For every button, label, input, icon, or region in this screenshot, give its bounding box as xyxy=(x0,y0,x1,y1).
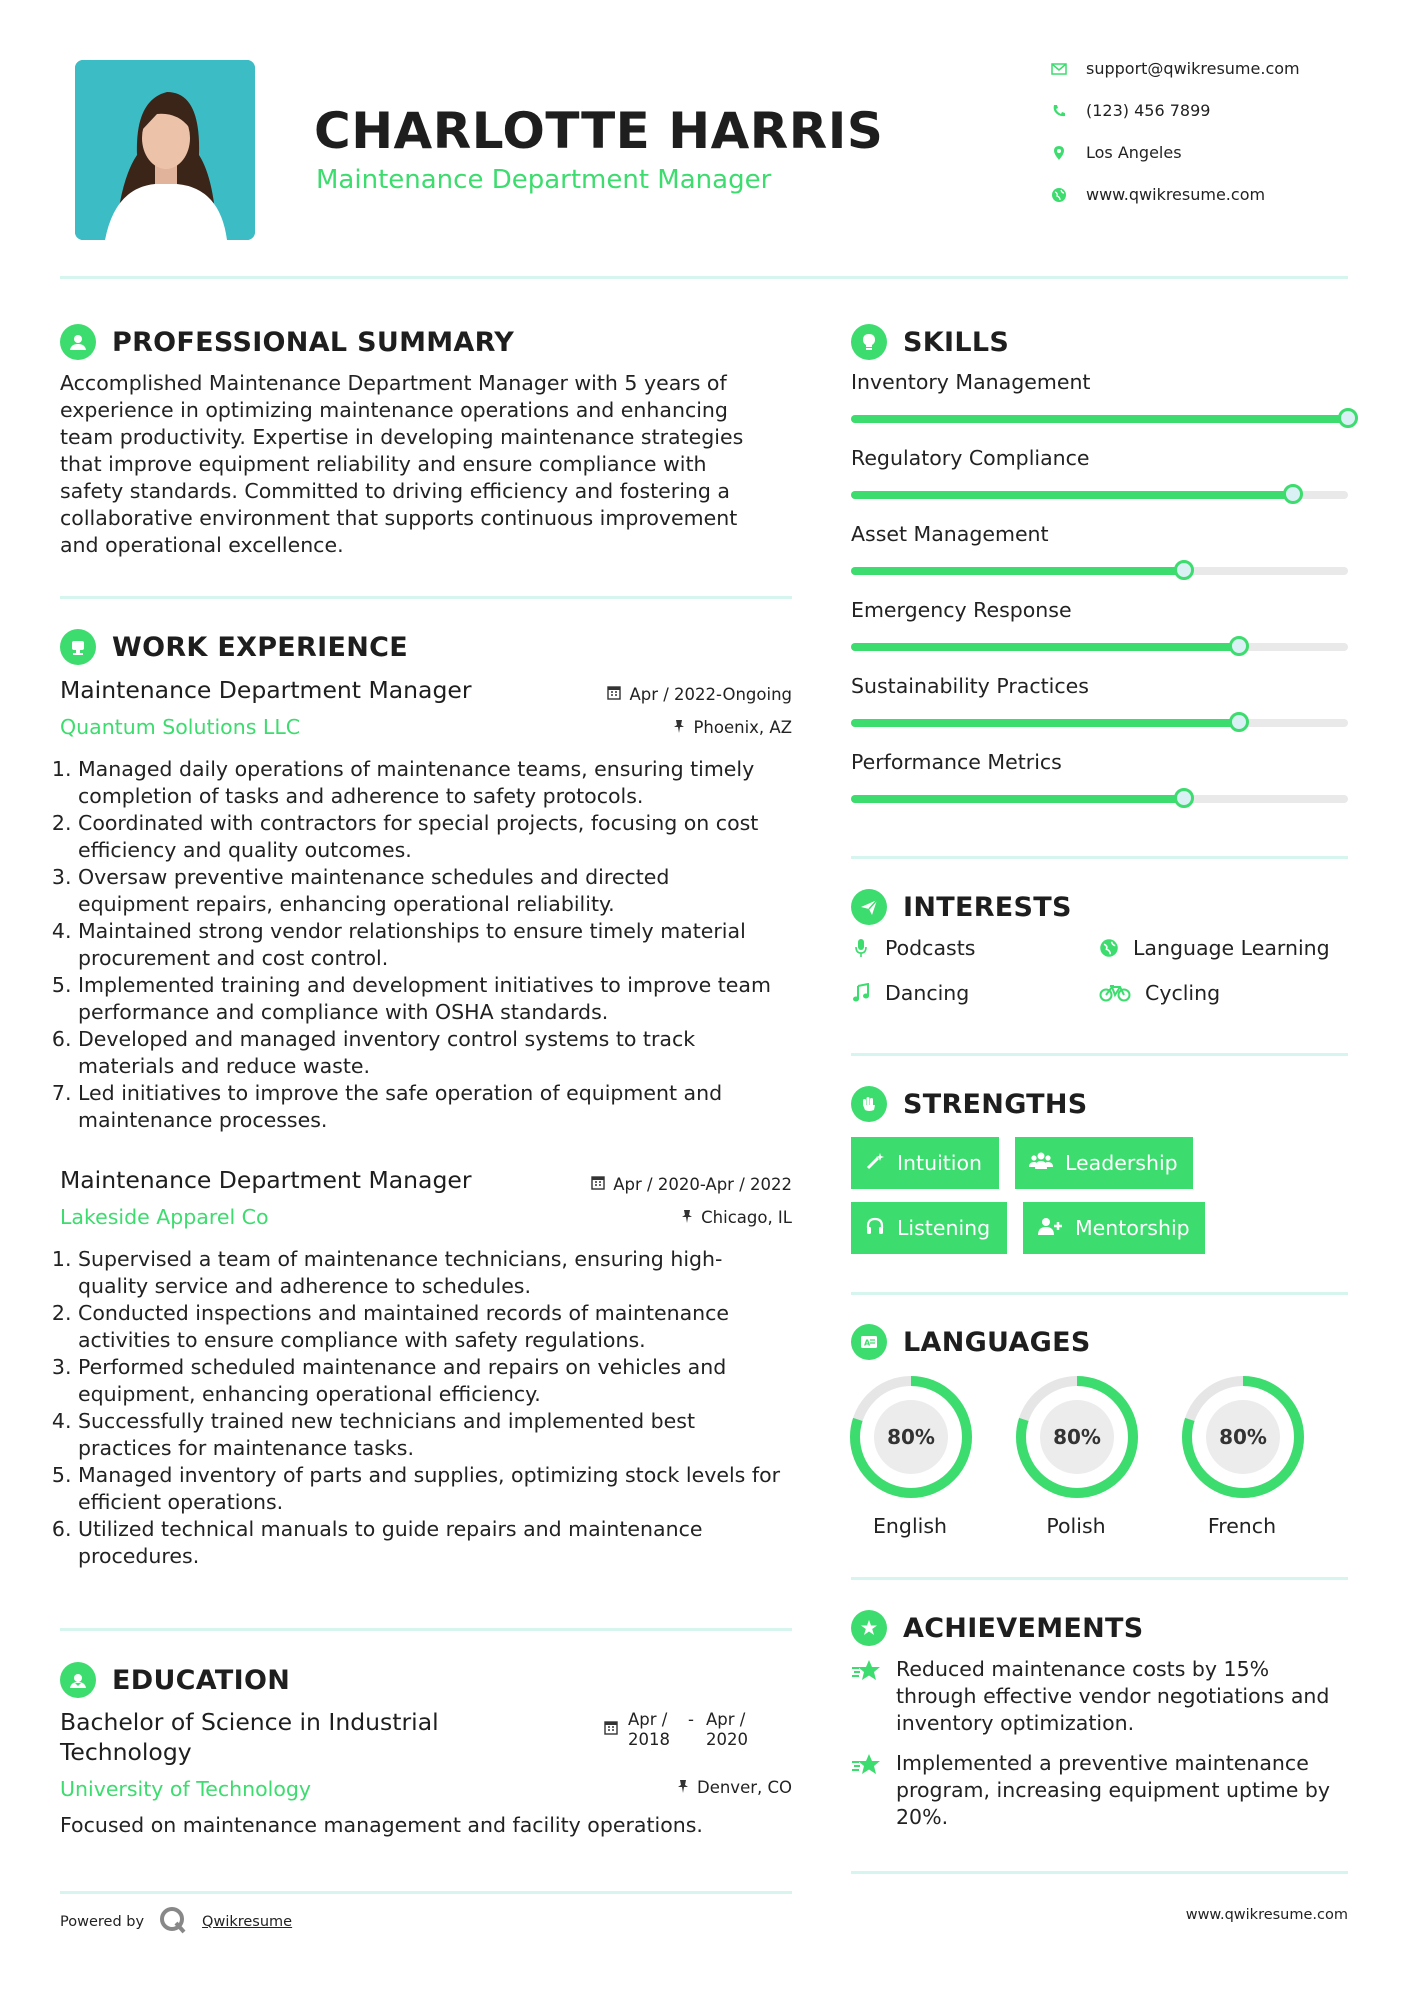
achievements-divider xyxy=(851,1871,1348,1874)
language-label: English xyxy=(872,1514,948,1538)
avatar xyxy=(75,60,255,240)
contact-email[interactable] xyxy=(1050,59,1300,78)
education-date: Apr / 2018 - Apr / 2020 xyxy=(604,1710,748,1750)
bicycle-icon xyxy=(1099,984,1131,1002)
skills-heading xyxy=(851,324,1009,360)
list-item: 2. Conducted inspections and maintained records of maintenance activities to ensure compliance with safety regulations. xyxy=(78,1300,800,1354)
briefcase-icon xyxy=(60,629,96,665)
candidate-title: Maintenance Department Manager xyxy=(316,165,772,195)
interest-label: Cycling xyxy=(1145,981,1221,1005)
skills-divider xyxy=(851,856,1348,859)
strength-label: Intuition xyxy=(897,1151,983,1175)
language-percent: 80% xyxy=(887,1425,935,1449)
list-item: 3. Oversaw preventive maintenance schedules and directed equipment repairs, enhancing operational reliability. xyxy=(78,864,800,918)
date-start: Apr / 2018 xyxy=(628,1710,670,1749)
education-school: University of Technology xyxy=(60,1777,312,1801)
education-location-text: Denver, CO xyxy=(696,1778,792,1797)
svg-text:A: A xyxy=(864,1338,871,1348)
job-location-text: Phoenix, AZ xyxy=(693,718,792,737)
skill-label: Inventory Management xyxy=(851,370,1091,394)
language-ring xyxy=(1172,1366,1314,1508)
contact-phone[interactable] xyxy=(1050,101,1210,120)
language-item xyxy=(1172,1366,1314,1538)
achievement-text: Implemented a preventive maintenance program, increasing equipment uptime by 20%. xyxy=(896,1751,1330,1829)
skill-item xyxy=(851,446,1348,522)
experience-divider xyxy=(60,1628,792,1631)
skill-bar-knob xyxy=(1338,408,1358,428)
achievements-heading xyxy=(851,1610,1144,1646)
language-percent: 80% xyxy=(1219,1425,1267,1449)
strengths-divider xyxy=(851,1292,1348,1295)
language-icon xyxy=(851,1324,887,1360)
job-date xyxy=(540,1175,792,1194)
interest-label: Podcasts xyxy=(885,936,976,960)
summary-heading-text: PROFESSIONAL SUMMARY xyxy=(112,326,515,358)
headphones-icon xyxy=(865,1216,885,1241)
calendar-icon xyxy=(607,685,621,704)
summary-line: that improve equipment reliability and ensure compliance with xyxy=(60,452,707,476)
languages-heading xyxy=(851,1324,1091,1360)
star-icon xyxy=(851,1659,883,1687)
job-location-text: Chicago, IL xyxy=(701,1208,792,1227)
footer-powered xyxy=(60,1905,292,1939)
education-degree xyxy=(60,1707,439,1767)
language-percent: 80% xyxy=(1053,1425,1101,1449)
job-company: Quantum Solutions LLC xyxy=(60,715,301,739)
list-item: 6. Utilized technical manuals to guide repairs and maintenance procedures. xyxy=(78,1516,800,1570)
strength-label: Listening xyxy=(897,1216,991,1240)
job-title: Maintenance Department Manager xyxy=(60,676,472,704)
education-location xyxy=(560,1778,792,1797)
summary-text xyxy=(60,370,800,559)
list-item: 2. Coordinated with contractors for special projects, focusing on cost efficiency and quality outcomes. xyxy=(78,810,800,864)
contact-website[interactable] xyxy=(1050,185,1265,204)
contact-location xyxy=(1050,143,1182,162)
skill-bar-fill xyxy=(851,567,1184,575)
footer-brand-link[interactable]: Qwikresume xyxy=(202,1914,293,1930)
list-item: 5. Managed inventory of parts and supplies, optimizing stock levels for efficient operations. xyxy=(78,1462,800,1516)
interest-item xyxy=(1099,981,1220,1005)
strength-tag xyxy=(851,1202,1007,1254)
strength-label: Mentorship xyxy=(1075,1216,1190,1240)
skill-item xyxy=(851,522,1348,598)
powered-by-text: Powered by xyxy=(60,1914,145,1930)
strengths-heading-text: STRENGTHS xyxy=(903,1088,1088,1120)
calendar-icon xyxy=(604,1710,618,1750)
skill-label: Regulatory Compliance xyxy=(851,446,1090,470)
degree-line: Technology xyxy=(60,1738,192,1766)
interest-label: Dancing xyxy=(885,981,970,1005)
users-icon xyxy=(1029,1151,1053,1176)
language-item xyxy=(1006,1366,1148,1538)
language-item xyxy=(840,1366,982,1538)
summary-line: experience in optimizing maintenance operations and enhancing xyxy=(60,398,728,422)
fist-icon xyxy=(851,1086,887,1122)
strengths-heading xyxy=(851,1086,1088,1122)
interest-item xyxy=(1099,936,1330,960)
strength-tag xyxy=(851,1137,999,1189)
skill-item xyxy=(851,370,1348,446)
achievement-text: Reduced maintenance costs by 15% through effective vendor negotiations and inventory optimization. xyxy=(896,1657,1330,1735)
achievement-item xyxy=(851,1656,1351,1737)
pin-icon xyxy=(677,1778,689,1797)
candidate-name: CHARLOTTE HARRIS xyxy=(314,102,884,160)
list-item: 4. Maintained strong vendor relationships to ensure timely material procurement and cost control. xyxy=(78,918,800,972)
education-divider xyxy=(60,1891,792,1894)
skill-bar-fill xyxy=(851,491,1293,499)
list-item: 3. Performed scheduled maintenance and repairs on vehicles and equipment, enhancing operational efficiency. xyxy=(78,1354,800,1408)
summary-line: safety standards. Committed to driving efficiency and fostering a xyxy=(60,479,730,503)
skill-bar xyxy=(851,415,1348,423)
contact-website-text[interactable]: www.qwikresume.com xyxy=(1086,185,1266,204)
music-note-icon xyxy=(851,983,871,1003)
globe-icon xyxy=(1099,938,1119,958)
skill-item xyxy=(851,598,1348,674)
graduation-icon xyxy=(60,1662,96,1698)
skill-bar xyxy=(851,491,1348,499)
job-location xyxy=(560,1208,792,1227)
job-responsibilities xyxy=(60,756,800,1134)
list-item: 7. Led initiatives to improve the safe operation of equipment and maintenance processes. xyxy=(78,1080,800,1134)
envelope-icon xyxy=(1050,60,1068,78)
interest-item xyxy=(851,981,969,1005)
skill-bar xyxy=(851,643,1348,651)
language-ring xyxy=(1006,1366,1148,1508)
language-label: French xyxy=(1207,1514,1277,1538)
skills-list xyxy=(851,370,1348,826)
skill-bar-knob xyxy=(1229,712,1249,732)
strength-tag xyxy=(1015,1137,1193,1189)
interest-label: Language Learning xyxy=(1133,936,1330,960)
list-item: 5. Implemented training and development initiatives to improve team performance and compliance with OSHA standards. xyxy=(78,972,800,1026)
job-title: Maintenance Department Manager xyxy=(60,1166,472,1194)
skills-heading-text: SKILLS xyxy=(903,326,1010,358)
language-label: Polish xyxy=(1046,1514,1106,1538)
contact-location-text: Los Angeles xyxy=(1086,143,1182,162)
pin-icon xyxy=(673,718,685,737)
lightbulb-icon xyxy=(851,324,887,360)
education-heading-text: EDUCATION xyxy=(112,1664,291,1696)
trophy-icon xyxy=(851,1610,887,1646)
contact-phone-text[interactable]: (123) 456 7899 xyxy=(1086,101,1211,120)
summary-line: and operational excellence. xyxy=(60,533,344,557)
qwikresume-logo-icon xyxy=(158,1905,188,1939)
phone-icon xyxy=(1050,102,1068,120)
skill-bar-fill xyxy=(851,795,1184,803)
skill-bar xyxy=(851,795,1348,803)
job-company: Lakeside Apparel Co xyxy=(60,1205,269,1229)
summary-heading xyxy=(60,324,514,360)
skill-bar-fill xyxy=(851,719,1239,727)
education-heading xyxy=(60,1662,290,1698)
language-ring xyxy=(840,1366,982,1508)
footer-website[interactable]: www.qwikresume.com xyxy=(1185,1907,1348,1923)
map-pin-icon xyxy=(1050,144,1068,162)
strength-label: Leadership xyxy=(1065,1151,1178,1175)
skill-item xyxy=(851,750,1348,826)
skill-bar xyxy=(851,719,1348,727)
languages-heading-text: LANGUAGES xyxy=(903,1326,1091,1358)
degree-line: Bachelor of Science in Industrial xyxy=(60,1708,439,1736)
summary-line: Accomplished Maintenance Department Manager with 5 years of xyxy=(60,371,727,395)
date-end: Apr / 2020 xyxy=(706,1710,748,1749)
pin-icon xyxy=(681,1208,693,1227)
summary-line: collaborative environment that supports continuous improvement xyxy=(60,506,738,530)
education-description: Focused on maintenance management and facility operations. xyxy=(60,1813,703,1837)
header-divider xyxy=(60,276,1348,279)
skill-bar-knob xyxy=(1174,788,1194,808)
skill-bar-knob xyxy=(1174,560,1194,580)
achievement-item xyxy=(851,1750,1351,1831)
list-item: 4. Successfully trained new technicians and implemented best practices for maintenance tasks. xyxy=(78,1408,800,1462)
paper-plane-icon xyxy=(851,889,887,925)
experience-heading-text: WORK EXPERIENCE xyxy=(112,631,408,663)
microphone-icon xyxy=(851,938,871,958)
globe-icon xyxy=(1050,186,1068,204)
list-item: 1. Managed daily operations of maintenance teams, ensuring timely completion of tasks and adherence to safety protocols. xyxy=(78,756,800,810)
languages-area xyxy=(840,1366,1360,1536)
skill-label: Performance Metrics xyxy=(851,750,1062,774)
interests-heading xyxy=(851,889,1072,925)
achievements-heading-text: ACHIEVEMENTS xyxy=(903,1612,1144,1644)
job-location xyxy=(560,718,792,737)
skill-bar xyxy=(851,567,1348,575)
summary-line: team productivity. Expertise in developing maintenance strategies xyxy=(60,425,744,449)
interests-divider xyxy=(851,1053,1348,1056)
skill-item xyxy=(851,674,1348,750)
list-item: 6. Developed and managed inventory control systems to track materials and reduce waste. xyxy=(78,1026,800,1080)
calendar-icon xyxy=(591,1175,605,1194)
skill-bar-fill xyxy=(851,415,1348,423)
strength-tag xyxy=(1023,1202,1205,1254)
list-item: 1. Supervised a team of maintenance technicians, ensuring high- quality service and adherence to schedules. xyxy=(78,1246,800,1300)
job-date xyxy=(560,685,792,704)
magic-wand-icon xyxy=(865,1151,885,1176)
summary-divider xyxy=(60,596,792,599)
star-icon xyxy=(851,1753,883,1781)
job-responsibilities xyxy=(60,1246,800,1570)
skill-bar-knob xyxy=(1229,636,1249,656)
profile-photo xyxy=(75,60,255,240)
experience-heading xyxy=(60,629,408,665)
contact-email-text[interactable]: support@qwikresume.com xyxy=(1086,59,1300,78)
skill-label: Asset Management xyxy=(851,522,1049,546)
user-icon xyxy=(60,324,96,360)
skill-label: Emergency Response xyxy=(851,598,1072,622)
user-plus-icon xyxy=(1037,1216,1063,1241)
job-date-text: Apr / 2020-Apr / 2022 xyxy=(613,1175,792,1194)
languages-divider xyxy=(851,1577,1348,1580)
skill-bar-fill xyxy=(851,643,1239,651)
skill-bar-knob xyxy=(1283,484,1303,504)
job-date-text: Apr / 2022-Ongoing xyxy=(629,685,792,704)
skill-label: Sustainability Practices xyxy=(851,674,1089,698)
interests-heading-text: INTERESTS xyxy=(903,891,1072,923)
interest-item xyxy=(851,936,975,960)
